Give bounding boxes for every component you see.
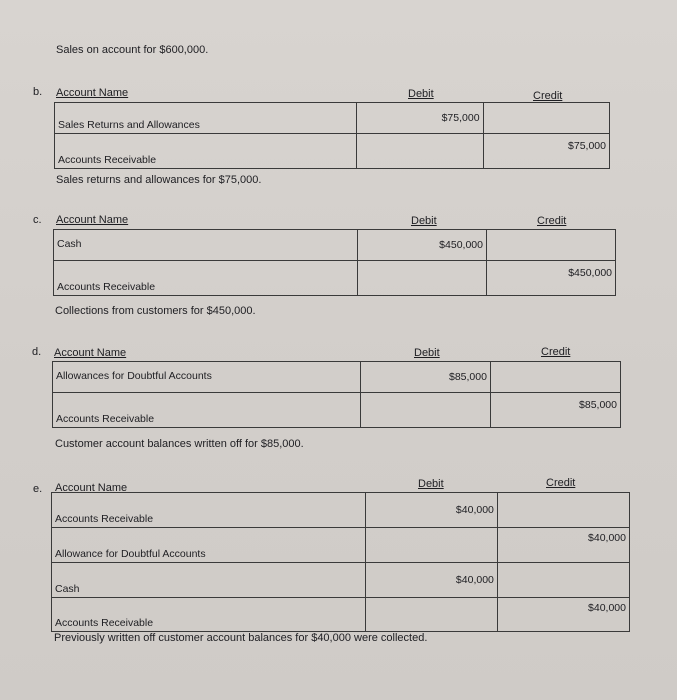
part-e-account-header: Account Name — [55, 482, 128, 494]
account-cell: Cash — [54, 230, 358, 261]
debit-cell: $40,000 — [365, 563, 497, 598]
part-e-description: Previously written off customer account balances for $40,000 were collected. — [54, 632, 428, 644]
debit-cell: $85,000 — [360, 362, 490, 393]
part-c-credit-header: Credit — [537, 215, 567, 227]
account-cell: Accounts Receivable — [52, 598, 366, 632]
part-d-account-header: Account Name — [54, 347, 127, 359]
part-b-journal-table — [54, 102, 610, 169]
part-b-description: Sales returns and allowances for $75,000. — [56, 174, 262, 186]
part-c-account-header: Account Name — [56, 214, 129, 226]
part-b-debit-header: Debit — [408, 88, 434, 100]
debit-cell: $40,000 — [365, 493, 497, 528]
table-row — [54, 261, 616, 296]
credit-cell: $85,000 — [490, 393, 620, 428]
debit-cell — [357, 134, 483, 169]
debit-cell — [365, 528, 497, 563]
account-cell: Accounts Receivable — [53, 393, 361, 428]
account-cell: Allowances for Doubtful Accounts — [53, 362, 361, 393]
credit-cell — [497, 563, 629, 598]
part-d-credit-header: Credit — [541, 346, 571, 358]
part-c-debit-header: Debit — [411, 215, 437, 227]
debit-cell: $75,000 — [357, 103, 483, 134]
table-row — [54, 230, 616, 261]
credit-cell: $450,000 — [486, 261, 615, 296]
table-row — [52, 563, 630, 598]
part-d-letter: d. — [32, 346, 42, 358]
part-e-debit-header: Debit — [418, 478, 444, 490]
credit-cell — [497, 493, 629, 528]
account-cell: Accounts Receivable — [55, 134, 357, 169]
account-cell: Accounts Receivable — [52, 493, 366, 528]
credit-cell: $40,000 — [497, 598, 629, 632]
credit-cell: $40,000 — [497, 528, 629, 563]
part-c-letter: c. — [33, 214, 42, 226]
part-a-description: Sales on account for $600,000. — [56, 44, 209, 56]
credit-cell — [486, 230, 615, 261]
table-row — [55, 134, 610, 169]
debit-cell — [357, 261, 486, 296]
credit-cell: $75,000 — [483, 134, 609, 169]
credit-cell — [490, 362, 620, 393]
account-cell: Sales Returns and Allowances — [55, 103, 357, 134]
table-row — [52, 528, 630, 563]
part-b-account-header: Account Name — [56, 87, 129, 99]
credit-cell — [483, 103, 609, 134]
account-cell: Accounts Receivable — [54, 261, 358, 296]
table-row — [52, 598, 630, 632]
table-row — [55, 103, 610, 134]
part-d-journal-table — [52, 361, 621, 428]
debit-cell — [360, 393, 490, 428]
part-e-credit-header: Credit — [546, 477, 576, 489]
part-d-debit-header: Debit — [414, 347, 440, 359]
debit-cell: $450,000 — [357, 230, 486, 261]
part-c-journal-table — [53, 229, 616, 296]
table-row — [53, 362, 621, 393]
table-row — [53, 393, 621, 428]
part-e-letter: e. — [33, 483, 43, 495]
part-b-letter: b. — [33, 86, 43, 98]
part-e-journal-table — [51, 492, 630, 632]
part-b-credit-header: Credit — [533, 90, 563, 102]
debit-cell — [365, 598, 497, 632]
part-d-description: Customer account balances written off for $85,000. — [55, 438, 304, 450]
account-cell: Allowance for Doubtful Accounts — [52, 528, 366, 563]
account-cell: Cash — [52, 563, 366, 598]
part-c-description: Collections from customers for $450,000. — [55, 305, 256, 317]
table-row — [52, 493, 630, 528]
